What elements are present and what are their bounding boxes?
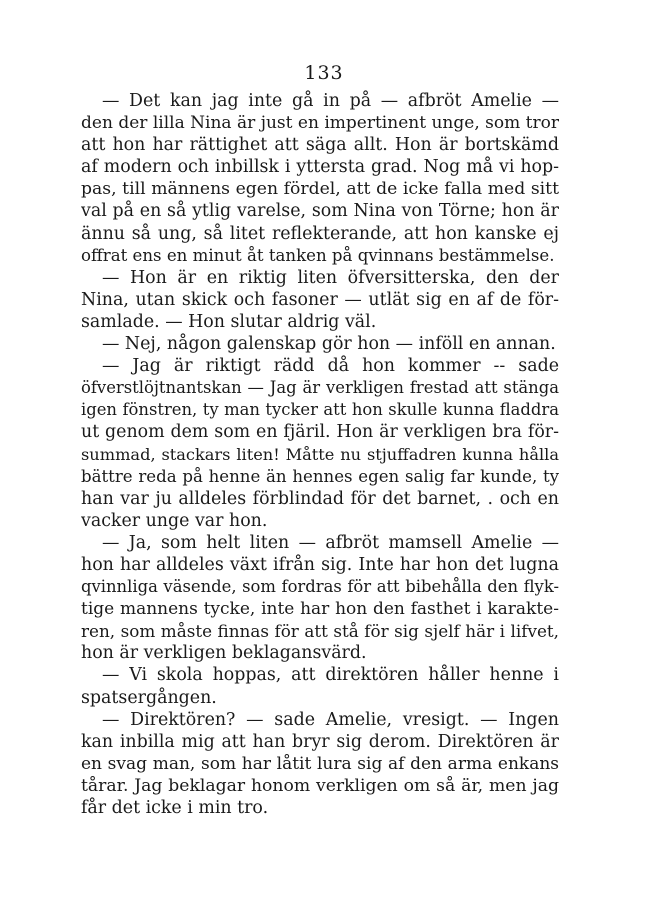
text-line: val på en så ytlig varelse, som Nina von Törne; hon är: [81, 201, 559, 222]
text-line: spatsergången.: [81, 687, 217, 708]
text-line: kan inbilla mig att han bryr sig derom. Direktören är: [81, 731, 559, 752]
text-line: — Jag är riktigt rädd då hon kommer -- sade: [102, 356, 559, 377]
text-line: han var ju alldeles förblindad för det barnet, . och en: [81, 488, 559, 509]
text-line: bättre reda på henne än hennes egen salig far kunde, ty: [81, 466, 559, 486]
text-line: hon är verkligen beklagansvärd.: [81, 643, 367, 664]
text-line: offrat ens en minut åt tanken på qvinnans bestämmelse.: [81, 245, 555, 265]
text-line: Nina, utan skick och fasoner — utlät sig en af de för-: [81, 289, 559, 310]
text-line: — Hon är en riktig liten öfversitterska, den der: [102, 267, 559, 288]
text-line: den der lilla Nina är just en impertinent unge, som tror: [81, 113, 559, 134]
text-line: qvinnliga väsende, som fordras för att bibehålla den flyk-: [81, 577, 559, 597]
text-line: pas, till männens egen fördel, att de icke falla med sitt: [81, 179, 559, 200]
text-line: tårar. Jag beklagar honom verkligen om så är, men jag: [81, 775, 559, 796]
text-line: summad, stackars liten! Måtte nu stjuffadren kunna hålla: [81, 444, 559, 464]
text-line: att hon har rättighet att säga allt. Hon är bortskämd: [81, 135, 559, 156]
text-line: — Ja, som helt liten — afbröt mamsell Amelie —: [102, 532, 559, 553]
text-line: får det icke i min tro.: [81, 798, 269, 818]
text-line: — Det kan jag inte gå in på — afbröt Amelie —: [102, 91, 559, 111]
text-line: samlade. — Hon slutar aldrig väl.: [81, 311, 377, 332]
text-line: — Nej, någon galenskap gör hon — inföll en annan.: [102, 334, 556, 355]
text-line: öfverstlöjtnantskan — Jag är verkligen frestad att stänga: [81, 378, 559, 398]
text-line: — Direktören? — sade Amelie, vresigt. — Ingen: [102, 709, 559, 730]
text-line: ren, som måste finnas för att stå för sig sjelf här i lifvet,: [81, 621, 559, 642]
text-line: igen fönstren, ty man tycker att hon skulle kunna fladdra: [81, 400, 559, 420]
text-line: en svag man, som har låtit lura sig af den arma enkans: [81, 753, 559, 774]
text-line: hon har alldeles växt ifrån sig. Inte har hon det lugna: [81, 554, 559, 575]
text-line: ut genom dem som en fjäril. Hon är verkligen bra för-: [81, 422, 559, 443]
page-number: 133: [304, 62, 344, 84]
text-line: vacker unge var hon.: [81, 510, 268, 531]
text-line: tige mannens tycke, inte har hon den fasthet i karakte-: [81, 599, 559, 620]
text-line: — Vi skola hoppas, att direktören håller henne i: [102, 665, 559, 686]
text-body: [81, 90, 559, 819]
text-line: af modern och inbillsk i yttersta grad. Nog må vi hop-: [81, 157, 559, 178]
text-line: ännu så ung, så litet reflekterande, att hon kanske ej: [81, 223, 559, 244]
